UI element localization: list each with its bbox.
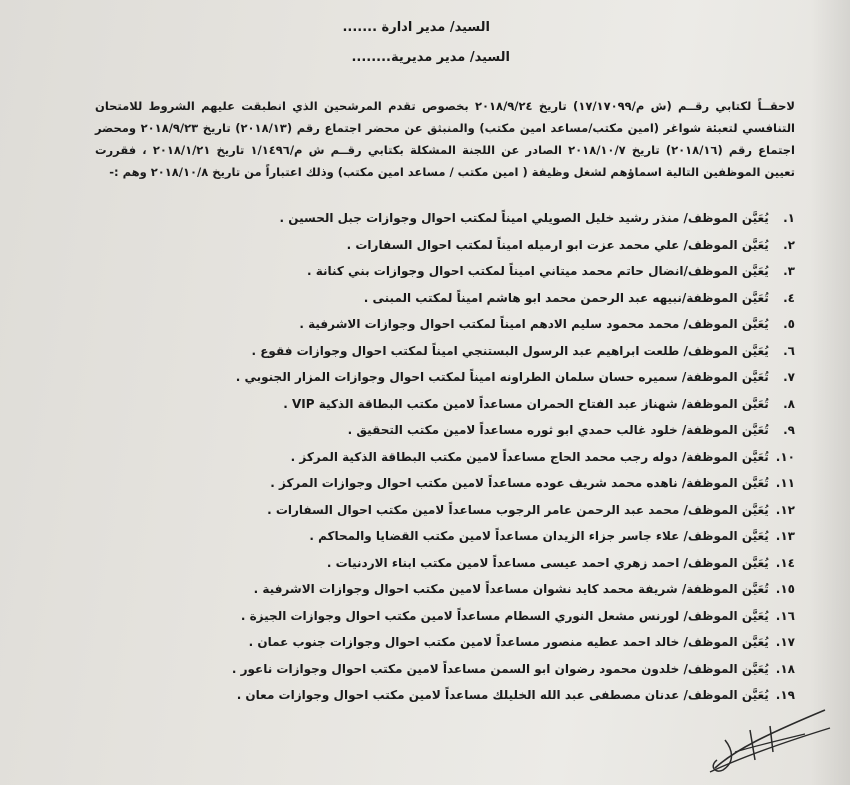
item-number: ١٤.	[775, 555, 795, 570]
list-item	[60, 285, 795, 312]
item-text: يُعَيَّن الموظف/ علاء جاسر جزاء الزيدان مساعداً لامين مكتب القضايا والمحاكم .	[309, 529, 769, 543]
list-item	[60, 417, 795, 444]
item-number: ٩.	[783, 423, 795, 437]
item-text: يُعَيَّن الموظف/ محمد محمود سليم الادهم اميناً لمكتب احوال وجوازات الاشرفية .	[299, 317, 769, 331]
item-number: ٢.	[783, 237, 795, 252]
item-number: ٨.	[783, 396, 795, 411]
item-number: ١٧.	[775, 635, 795, 649]
item-text: يُعَيَّن الموظف/انضال حاتم محمد ميتاني اميناً لمكتب احوال وجوازات بني كنانة .	[306, 264, 769, 278]
list-item	[60, 391, 795, 418]
list-item	[60, 311, 795, 338]
item-number: ٥.	[783, 317, 795, 331]
item-text: تُعَيَّن الموظفة/ ناهده محمد شريف عوده مساعداً لامين مكتب احوال وجوازات المركز .	[270, 476, 769, 490]
item-number: ٣.	[783, 264, 795, 278]
list-item	[60, 656, 795, 683]
item-number: ١٥.	[775, 582, 795, 596]
list-item	[60, 523, 795, 550]
list-item	[60, 576, 795, 603]
list-item	[60, 550, 795, 577]
item-number: ١٩.	[775, 688, 795, 702]
addressee-1: السيد/ مدير ادارة .......	[342, 20, 490, 35]
page-edge-shadow	[810, 0, 850, 785]
list-item	[60, 682, 795, 709]
item-number: ٧.	[783, 370, 795, 384]
item-number: ١٨.	[775, 661, 795, 676]
list-item	[60, 470, 795, 497]
item-text: تُعَيَّن الموظفة/ دوله رجب محمد الحاج مساعداً لامين مكتب البطاقة الذكية المركز .	[290, 449, 769, 464]
item-number: ١٠.	[775, 449, 795, 464]
item-text: يُعَيَّن الموظف/ خالد احمد عطيه منصور مساعداً لامين مكتب احوال وجوازات جنوب عمان .	[248, 635, 769, 649]
list-item	[60, 444, 795, 471]
handwritten-signature	[695, 700, 835, 780]
list-item	[60, 629, 795, 656]
item-text: يُعَيَّن الموظف/ طلعت ابراهيم عبد الرسول البستنجي اميناً لمكتب احوال وجوازات فقوع .	[251, 343, 769, 358]
item-text: تُعَيَّن الموظفة/ شريفة محمد كايد نشوان مساعداً لامين مكتب احوال وجوازات الاشرفية .	[253, 582, 769, 596]
item-number: ١٣.	[775, 529, 795, 543]
addressee-2: السيد/ مدير مديرية........	[351, 50, 510, 65]
item-number: ١٦.	[775, 608, 795, 623]
item-text: يُعَيَّن الموظف/ احمد زهري احمد عيسى مساعداً لامين مكتب ابناء الاردنيات .	[326, 555, 769, 570]
item-text: يُعَيَّن الموظف/ لورنس مشعل النوري السطام مساعداً لامين مكتب احوال وجوازات الجيزة .	[240, 608, 769, 623]
item-text: يُعَيَّن الموظف/ عدنان مصطفى عبد الله الخليلك مساعداً لامين مكتب احوال وجوازات معان .	[236, 688, 769, 702]
list-item	[60, 205, 795, 232]
item-number: ٦.	[783, 343, 795, 358]
item-text: يُعَيَّن الموظف/ خلدون محمود رضوان ابو السمن مساعداً لامين مكتب احوال وجوازات ناعور .	[231, 661, 769, 676]
item-text: يُعَيَّن الموظف/ منذر رشيد خليل الصويلي اميناً لمكتب احوال وجوازات جبل الحسين .	[279, 211, 769, 225]
item-number: ١١.	[775, 476, 795, 490]
item-number: ١.	[783, 211, 795, 225]
item-number: ٤.	[783, 290, 795, 305]
item-text: يُعَيَّن الموظف/ علي محمد عزت ابو ارميله اميناً لمكتب احوال السفارات .	[346, 237, 769, 252]
item-text: تُعَيَّن الموظفة/نبيهه عبد الرحمن محمد ابو هاشم اميناً لمكتب المبنى .	[363, 290, 769, 305]
list-item	[60, 364, 795, 391]
item-text: تُعَيَّن الموظفة/ شهناز عبد الفتاح الحمران مساعداً لامين مكتب البطاقة الذكية VIP .	[283, 396, 769, 411]
item-text: يُعَيَّن الموظف/ محمد عبد الرحمن عامر الرجوب مساعداً لامين مكتب احوال السفارات .	[267, 502, 769, 517]
list-item	[60, 603, 795, 630]
list-item	[60, 258, 795, 285]
list-item	[60, 497, 795, 524]
list-item	[60, 232, 795, 259]
item-text: تُعَيَّن الموظفة/ سميره حسان سلمان الطراونه اميناً لمكتب احوال وجوازات المزار الجنوبي .	[235, 370, 769, 384]
appointment-list	[60, 205, 795, 709]
item-number: ١٢.	[775, 502, 795, 517]
intro-paragraph: لاحقــاً لكتابي رقــم (ش م/١٧/١٧٠٩٩) تاريخ ٢٠١٨/٩/٢٤ بخصوص تقدم المرشحين الذي انطبقت عليهم الشروط للامتحان التنافسي لتعبئة شواغر (امين مكتب/مساعد امين مكتب) والمنبثق عن محضر اجتماع رقم (٢٠١٨/١٣) تاريخ ٢٠١٨/٩/٢٣ ومحضر اجتماع رقم (٢٠١٨/١٦) تاريخ ٢٠١٨/١٠/٧ الصادر عن اللجنة المشكلة بكتابي رقــم ش م/١/١٤٩٦ تاريخ ٢٠١٨/١/٢١ ، فقررت تعيين الموظفين التالية اسماؤهم لشغل وظيفة ( امين مكتب / مساعد امين مكتب) وذلك اعتباراً من تاريخ ٢٠١٨/١٠/٨ وهم :-	[95, 99, 795, 179]
item-text: تُعَيَّن الموظفة/ خلود غالب حمدي ابو ثوره مساعداً لامين مكتب التحقيق .	[347, 423, 769, 437]
list-item	[60, 338, 795, 365]
